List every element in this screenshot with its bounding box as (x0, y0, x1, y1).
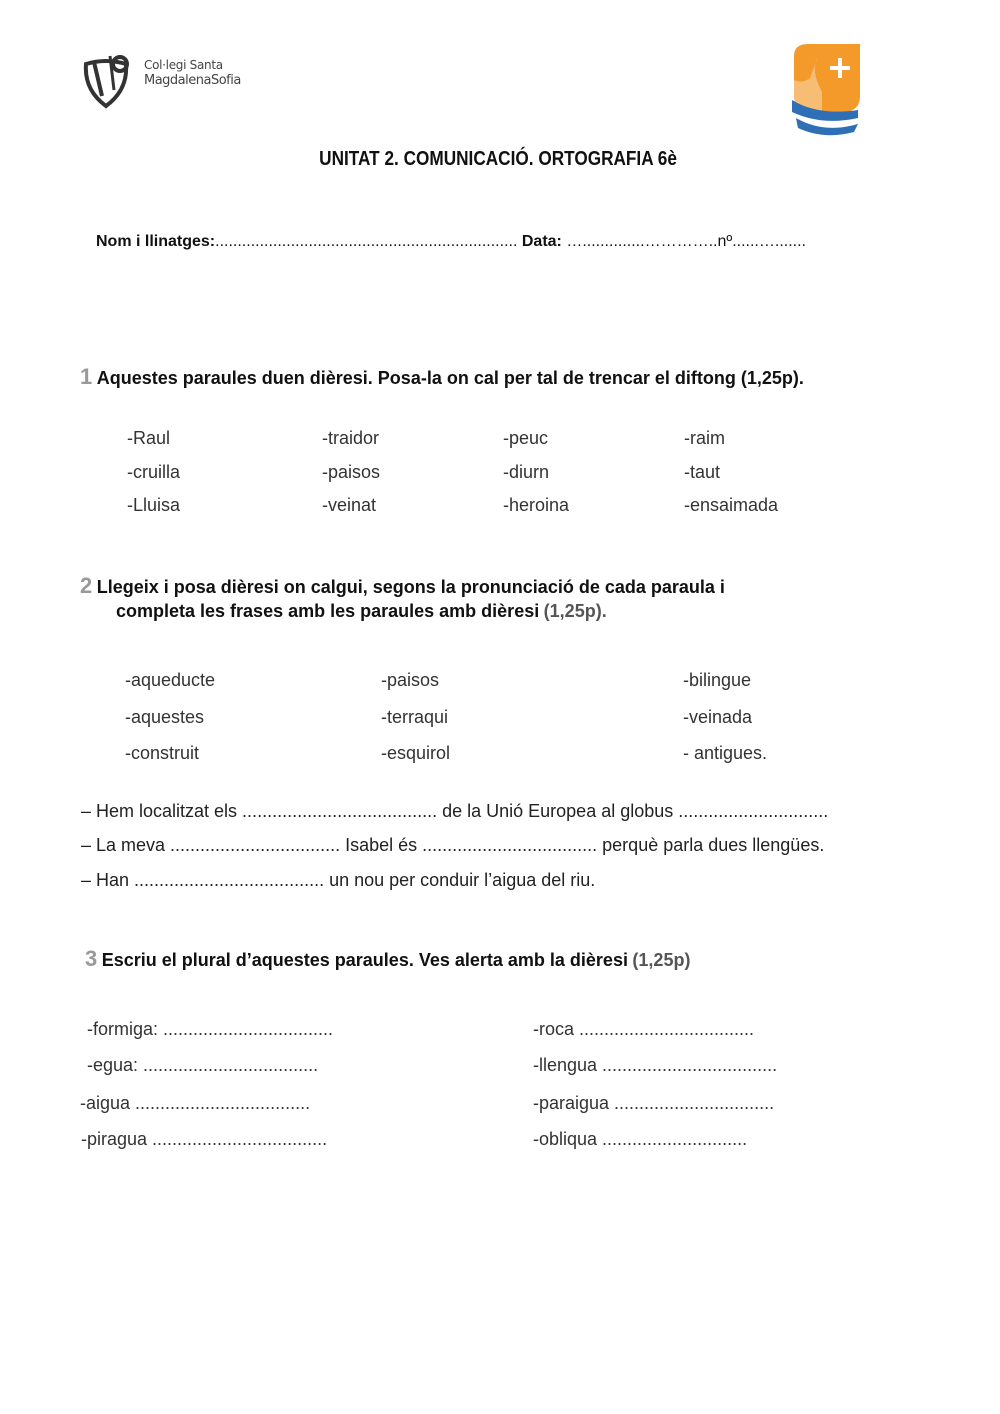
word-item: -cruilla (127, 462, 181, 482)
number-label: nº (717, 233, 733, 250)
plural-item: -llengua ................................... (533, 1055, 778, 1075)
question-number: 2 (80, 573, 93, 598)
question-text: Escriu el plural d’aquestes paraules. Ves alerta amb la dièresi (101, 950, 628, 970)
word-item: -construit (125, 743, 200, 763)
word-item: -bilingue (683, 670, 752, 690)
institution-logo (788, 40, 868, 140)
plural-item: -piragua ................................... (81, 1129, 328, 1149)
date-field-dots: …..............………….. (566, 233, 718, 250)
word-item: -taut (684, 462, 721, 482)
question-text-line2: completa les frases amb les paraules amb dièresi (116, 601, 540, 621)
question-text-line1: Llegeix i posa dièresi on calgui, segons la pronunciació de cada paraula i (96, 577, 725, 597)
name-field-dots: .................................................................... (215, 233, 518, 250)
question-number: 1 (80, 364, 93, 389)
word-item: -esquirol (381, 743, 451, 763)
school-logo (80, 50, 260, 112)
name-label: Nom i llinatges: (96, 233, 216, 250)
page-title: UNITAT 2. COMUNICACIÓ. ORTOGRAFIA 6è (319, 148, 677, 170)
question-3-heading (85, 946, 690, 972)
question-points: (1,25p). (543, 601, 607, 621)
question-1-heading (80, 364, 804, 390)
word-item: -ensaimada (684, 495, 779, 515)
word-item: -traidor (322, 428, 380, 448)
plural-item: -roca ................................... (533, 1019, 755, 1039)
question-2-heading-line2 (116, 601, 607, 622)
plural-item: -obliqua ............................. (533, 1129, 748, 1149)
question-number: 3 (85, 946, 98, 971)
word-item: -raim (684, 428, 725, 448)
word-item: -terraqui (381, 707, 449, 727)
word-item: - antigues. (683, 743, 768, 763)
fill-in-sentence: – Han ...................................... un nou per conduir l’aigua del riu. (81, 870, 596, 890)
plural-item: -aigua ................................... (80, 1093, 311, 1113)
word-item: -paisos (381, 670, 440, 690)
fill-in-sentence: – Hem localitzat els ....................................... de la Unió Europea al globus .............................. (81, 801, 829, 821)
date-label: Data: (521, 233, 562, 250)
fill-in-sentence: – La meva .................................. Isabel és ................................... perquè parla dues llengües. (81, 835, 825, 855)
word-item: -paisos (322, 462, 381, 482)
word-item: -veinat (322, 495, 377, 515)
word-item: -aqueducte (125, 670, 216, 690)
name-date-line (96, 233, 806, 251)
school-crest-icon (80, 50, 142, 112)
school-name-line1: Col·legi Santa (144, 58, 223, 72)
word-item: -peuc (503, 428, 549, 448)
word-item: -Raul (127, 428, 171, 448)
plural-item: -paraigua ................................ (533, 1093, 775, 1113)
number-field-dots: ......…....... (732, 233, 806, 250)
word-item: -aquestes (125, 707, 205, 727)
word-item: -veinada (683, 707, 753, 727)
shield-cross-icon (788, 40, 868, 140)
word-item: -heroina (503, 495, 570, 515)
school-name-line2: MagdalenaSofia (144, 73, 241, 88)
plural-item: -egua: ................................... (87, 1055, 319, 1075)
question-points: (1,25p) (632, 950, 691, 970)
question-2-heading (80, 573, 725, 599)
plural-item: -formiga: .................................. (87, 1019, 334, 1039)
word-item: -Lluisa (127, 495, 181, 515)
question-text: Aquestes paraules duen dièresi. Posa-la on cal per tal de trencar el diftong (1,25p). (96, 368, 804, 388)
word-item: -diurn (503, 462, 550, 482)
